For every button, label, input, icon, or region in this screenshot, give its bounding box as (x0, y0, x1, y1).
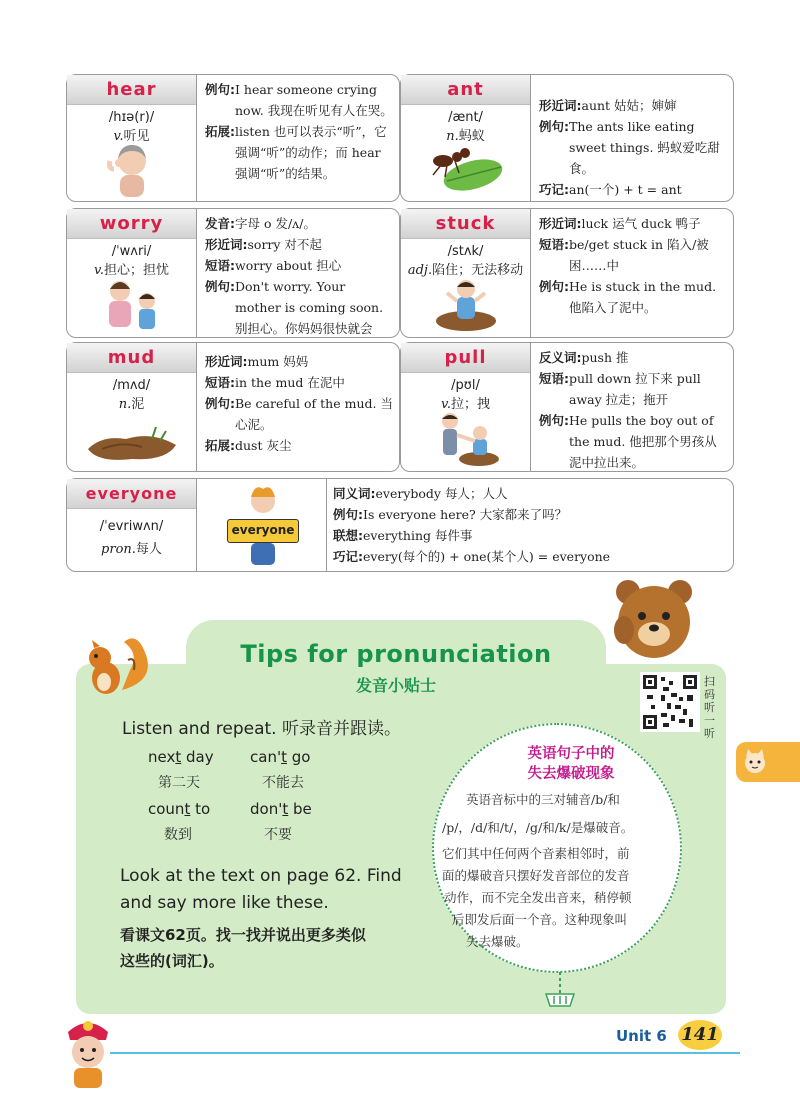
page-number: 141 (678, 1020, 722, 1050)
task-instruction-en: Look at the text on page 62. Find (120, 866, 402, 886)
listen-repeat-instruction: Listen and repeat. 听录音并跟读。 (122, 719, 401, 739)
entry-row: 例句: He is stuck in the mud. 他陷入了泥中。 (539, 279, 717, 315)
entry-row: 反义词: push 推 (539, 350, 629, 365)
entry-row: 例句: Be careful of the mud. 当心泥。 (205, 396, 393, 432)
entry-row: 短语: worry about 担心 (205, 258, 342, 273)
qr-label: 扫码听一听 (704, 675, 715, 740)
vocab-word: mud (67, 343, 196, 373)
entry-row: 短语: pull down 拉下来 pull away 拉走；拖开 (539, 371, 701, 407)
example-translation: 第二天 (158, 775, 200, 791)
side-tab[interactable] (736, 742, 800, 782)
tips-title: Tips for pronunciation (240, 640, 552, 668)
phonetic: /stʌk/ (447, 244, 484, 259)
unit-label: Unit 6 (616, 1027, 667, 1045)
bubble-text-line: /p/，/d/和/t/，/g/和/k/是爆破音。 (442, 820, 634, 835)
vocab-card-header (401, 209, 531, 337)
entry-row: 同义词: everybody 每人；人人 (333, 486, 508, 501)
example-phrase: can't go (250, 748, 311, 766)
vocab-card-header (67, 343, 197, 471)
vocab-card-worry (66, 208, 400, 338)
bubble-text-line: 动作，而不完全发出音来，稍停顿 (444, 890, 632, 905)
example-phrase: count to (148, 800, 211, 818)
entry-row: 短语: be/get stuck in 陷入/被困……中 (539, 237, 709, 273)
bubble-text-line: 失去爆破。 (466, 934, 529, 949)
vocab-word: ant (401, 75, 530, 105)
vocab-card-body (205, 79, 393, 184)
entry-row: 形近词: aunt 姑姑；婶婶 (539, 98, 677, 113)
vocab-card-pull (400, 342, 734, 472)
example-translation: 不要 (264, 827, 292, 843)
squirrel-illustration (78, 630, 158, 702)
vocab-card-body (539, 95, 727, 200)
bubble-title: 英语句子中的 (527, 745, 615, 762)
part-of-speech: v.担心；担忧 (94, 263, 169, 278)
mascot-illustration (58, 1018, 118, 1090)
bubble-text-line: 英语音标中的三对辅音/b/和 (466, 792, 620, 807)
entry-row: 形近词: mum 妈妈 (205, 354, 309, 369)
entry-row: 短语: in the mud 在泥中 (205, 375, 345, 390)
footer-line (110, 1052, 740, 1054)
bubble-text-line: 面的爆破音只摆好发音部位的发音 (442, 868, 630, 883)
mud-puddle-illustration (67, 409, 196, 467)
entry-row: 巧记: every(每个的) + one(某个人) = everyone (333, 549, 611, 564)
ant-on-leaf-illustration (401, 139, 530, 197)
vocab-card-body (539, 347, 727, 473)
entry-row: 发音: 字母 o 发/ʌ/。 (205, 216, 316, 231)
vocab-card-body (205, 351, 393, 456)
tips-subtitle: 发音小贴士 (355, 676, 436, 695)
vocab-card-header (67, 75, 197, 201)
vocab-card-everyone (66, 478, 734, 572)
bear-illustration (604, 574, 704, 666)
vocab-word: worry (67, 209, 196, 239)
bubble-text-line: 后即发后面一个音。这种现象叫 (452, 912, 628, 927)
example-translation: 不能去 (262, 775, 304, 791)
entry-row: 形近词: sorry 对不起 (205, 237, 322, 252)
entry-row: 例句: He pulls the boy out of the mud. 他把那个男孩从泥中拉出来。 (539, 413, 717, 470)
task-instruction-zh: 看课文62页。找一找并说出更多类似 (120, 926, 366, 944)
entry-row: 例句: Don't worry. Your mother is coming soon. 别担心。你妈妈很快就会 (205, 279, 384, 336)
entry-row: 拓展: dust 灰尘 (205, 438, 292, 453)
entry-row: 例句: The ants like eating sweet things. 蚂蚁爱吃甜食。 (539, 119, 720, 176)
listening-person-illustration (67, 139, 196, 197)
bubble-stem (540, 972, 580, 1012)
example-translation: 数到 (164, 827, 192, 843)
entry-row: 例句: Is everyone here? 大家都来了吗？ (333, 507, 568, 522)
part-of-speech: n.蚂蚁 (446, 129, 485, 144)
vocab-card-header (67, 479, 197, 571)
vocab-card-body (205, 213, 393, 360)
part-of-speech: v.听见 (113, 129, 150, 144)
vocab-card-hear (66, 74, 400, 202)
vocab-word: everyone (67, 479, 196, 509)
example-phrase: next day (148, 748, 214, 766)
entry-row: 巧记: an(一个) + t = ant (539, 182, 682, 197)
example-phrase: don't be (250, 800, 312, 818)
task-instruction-en: and say more like these. (120, 893, 329, 913)
vocab-word: stuck (401, 209, 530, 239)
phonetic: /pʊl/ (451, 378, 480, 393)
vocab-card-mud (66, 342, 400, 472)
worried-mother-child-illustration (67, 275, 196, 333)
part-of-speech: adj.陷住；无法移动 (407, 263, 524, 278)
vocab-word: pull (401, 343, 530, 373)
entry-row: 例句: I hear someone crying now. 我现在听见有人在哭。 (205, 82, 393, 118)
bubble-title: 失去爆破现象 (527, 765, 615, 782)
everyone-sign: everyone (227, 519, 299, 543)
entry-row: 形近词: luck 运气 duck 鸭子 (539, 216, 701, 231)
vocab-card-stuck (400, 208, 734, 338)
boy-stuck-in-mud-illustration (401, 275, 530, 333)
vocab-card-header (67, 209, 197, 337)
qr-code[interactable] (640, 672, 700, 732)
vocab-card-ant (400, 74, 734, 202)
vocab-card-body (333, 483, 727, 567)
vocab-card-header (401, 343, 531, 471)
part-of-speech: v.拉；拽 (441, 397, 490, 412)
phonetic: /ˈwʌri/ (111, 244, 152, 259)
vocab-card-body (539, 213, 727, 318)
task-instruction-zh: 这些的(词汇)。 (120, 952, 224, 970)
pulling-boy-illustration (401, 409, 530, 467)
cat-face-icon (740, 747, 770, 777)
bubble-text-line: 它们其中任何两个音素相邻时，前 (442, 846, 630, 861)
boy-holding-sign-illustration (199, 479, 327, 571)
part-of-speech: pron.每人 (101, 542, 162, 557)
entry-row: 联想: everything 每件事 (333, 528, 473, 543)
vocab-word: hear (67, 75, 196, 105)
vocab-card-header (401, 75, 531, 201)
phonetic: /mʌd/ (112, 378, 151, 393)
phonetic: /hɪə(r)/ (108, 110, 155, 125)
part-of-speech: n.泥 (118, 397, 145, 412)
phonetic: /ˈevriwʌn/ (99, 519, 164, 534)
entry-row: 拓展: listen 也可以表示“听”，它强调“听”的动作；而 hear 强调“听”的结果。 (205, 124, 387, 181)
phonetic: /ænt/ (448, 110, 483, 125)
